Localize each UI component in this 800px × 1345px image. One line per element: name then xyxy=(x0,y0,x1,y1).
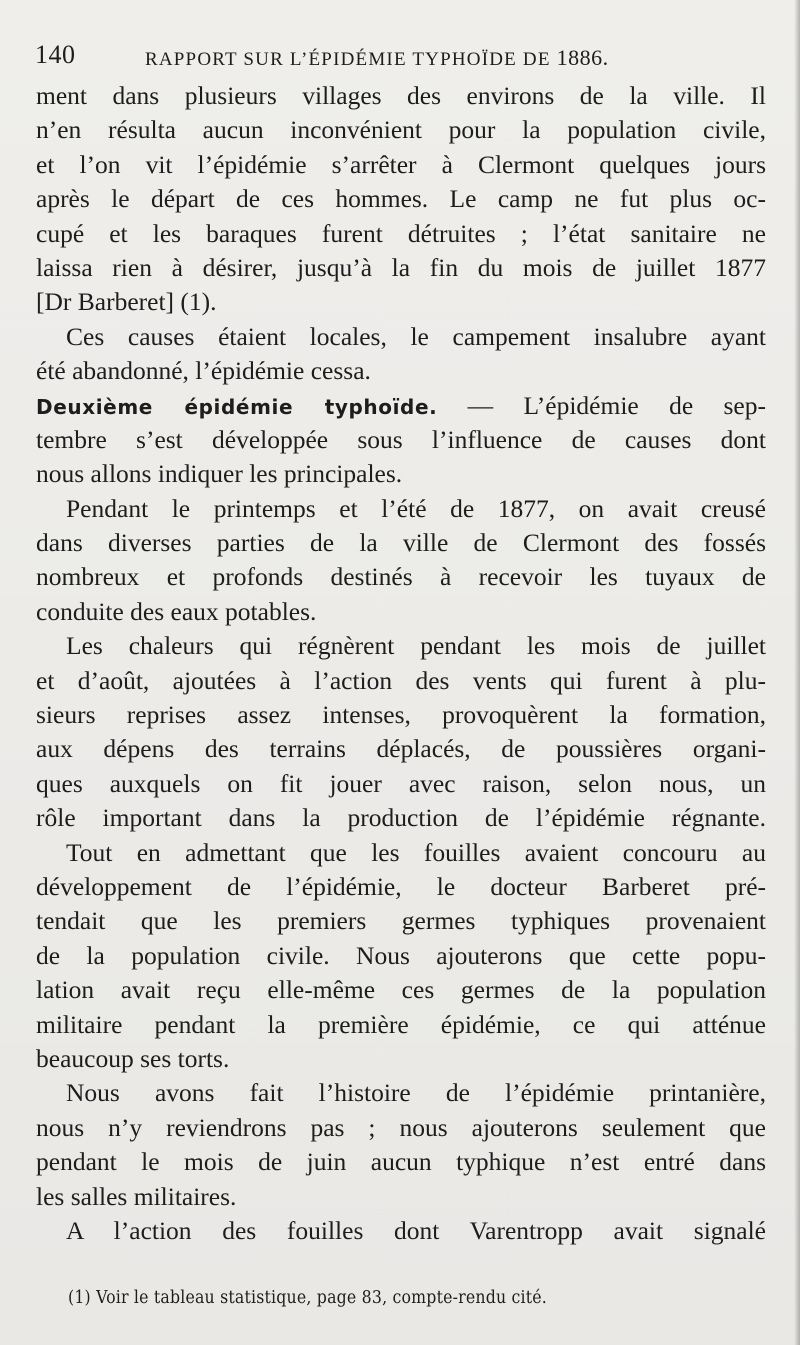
running-title-text: RAPPORT SUR L’ÉPIDÉMIE TYPHOÏDE DE xyxy=(145,49,551,70)
text-line: tembre s’est développée sous l’influence de causes dont xyxy=(36,424,766,454)
text-line: Les chaleurs qui régnèrent pendant les mois de juillet xyxy=(66,631,766,661)
text-line: dans diverses parties de la ville de Clermont des fossés xyxy=(36,528,766,558)
text-line: développement de l’épidémie, le docteur Barberet pré- xyxy=(36,871,766,901)
text-line: après le départ de ces hommes. Le camp ne fut plus oc- xyxy=(36,184,766,214)
text-line: aux dépens des terrains déplacés, de poussières organi- xyxy=(36,734,766,764)
text-line: Pendant le printemps et l’été de 1877, on avait creusé xyxy=(66,493,766,523)
text-fragment: — L’épidémie de sep- xyxy=(437,390,766,420)
text-line: A l’action des fouilles dont Varentropp avait signalé xyxy=(66,1215,766,1245)
page-edge-shadow xyxy=(794,0,800,1345)
running-title-year: 1886. xyxy=(556,45,609,70)
text-line: Tout en admettant que les fouilles avaient concouru au xyxy=(66,837,766,867)
page-header xyxy=(35,36,765,76)
section-heading: Deuxième épidémie typhoïde. xyxy=(36,394,438,419)
text-line: sieurs reprises assez intenses, provoquèrent la formation, xyxy=(36,700,766,730)
text-line: ques auxquels on fit jouer avec raison, selon nous, un xyxy=(36,768,766,798)
text-line: Nous avons fait l’histoire de l’épidémie printanière, xyxy=(66,1078,766,1108)
body-text xyxy=(36,79,766,1248)
section-heading-line xyxy=(36,389,766,423)
text-line: nous n’y reviendrons pas ; nous ajouterons seulement que xyxy=(36,1112,766,1142)
footnote: (1) Voir le tableau statistique, page 83, compte-rendu cité. xyxy=(68,1288,548,1308)
text-line: ment dans plusieurs villages des environs de la ville. Il xyxy=(36,81,766,110)
text-line: militaire pendant la première épidémie, ce qui atténue xyxy=(36,1009,766,1039)
text-line: conduite des eaux potables. xyxy=(36,596,317,626)
text-line: pendant le mois de juin aucun typhique n’est entré dans xyxy=(36,1147,766,1177)
text-line: tendait que les premiers germes typhiques provenaient xyxy=(36,906,766,936)
text-line: été abandonné, l’épidémie cessa. xyxy=(36,356,371,386)
text-line: les salles militaires. xyxy=(36,1181,237,1211)
text-line: cupé et les baraques furent détruites ; l’état sanitaire ne xyxy=(36,218,766,248)
page-number: 140 xyxy=(35,40,76,69)
text-line: n’en résulta aucun inconvénient pour la population civile, xyxy=(36,115,766,145)
running-title xyxy=(145,45,609,71)
text-line: nous allons indiquer les principales. xyxy=(36,459,403,489)
text-line: et l’on vit l’épidémie s’arrêter à Clermont quelques jours xyxy=(36,149,766,179)
text-line: et d’août, ajoutées à l’action des vents qui furent à plu- xyxy=(36,665,766,695)
text-line: lation avait reçu elle-même ces germes de la population xyxy=(36,975,766,1005)
text-line: laissa rien à désirer, jusqu’à la fin du mois de juillet 1877 xyxy=(36,252,766,282)
text-line: [Dr Barberet] (1). xyxy=(36,287,217,317)
text-line: nombreux et profonds destinés à recevoir les tuyaux de xyxy=(36,562,766,592)
text-line: beaucoup ses torts. xyxy=(36,1043,230,1073)
text-line: de la population civile. Nous ajouterons que cette popu- xyxy=(36,940,766,970)
text-line: Ces causes étaient locales, le campement insalubre ayant xyxy=(66,321,766,351)
text-line: rôle important dans la production de l’épidémie régnante. xyxy=(36,803,766,833)
